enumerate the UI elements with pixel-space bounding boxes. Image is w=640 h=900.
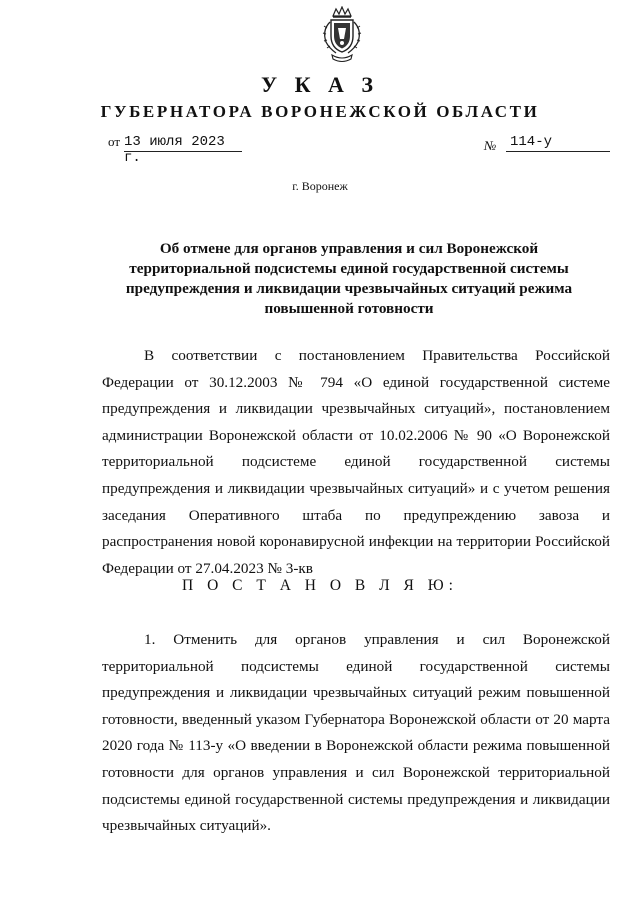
- date-prefix: от: [108, 134, 121, 149]
- date-field: [124, 134, 242, 166]
- document-type-title: У К А З: [260, 72, 380, 97]
- preamble-paragraph: В соответствии с постановлением Правительства Российской Федерации от 30.12.2003 № 794 «О единой государственной системе предупреждения и ликвидации чрезвычайных ситуаций», постановлением администрации Воронежской области от 10.02.2006 № 90 «О Воронежской территориальной подсистеме единой государственной системы предупреждения и ликвидации чрезвычайных ситуаций» и с учетом решения заседания Оперативного штаба по предупреждению завоза и распространения новой коронавирусной инфекции на территории Российской Федерации от 27.04.2023 № 3-кв: [102, 347, 610, 577]
- clause-1: 1. Отменить для органов управления и сил Воронежской территориальной подсистемы единой государственной системы предупреждения и ликвидации чрезвычайных ситуаций режим повышенной готовности, введенный указом Губернатора Воронежской области от 20 марта 2020 года № 113-у «О введении в Воронежской области режима повышенной готовности для органов управления и сил Воронежской территориальной подсистемы единой государственной системы предупреждения и ликвидации чрезвычайных ситуаций».: [102, 631, 610, 835]
- issuer-title: ГУБЕРНАТОРА ВОРОНЕЖСКОЙ ОБЛАСТИ: [100, 102, 540, 121]
- document-title: Об отмене для органов управления и сил Воронежской территориальной подсистемы единой государственной системы предупреждения и ликвидации чрезвычайных ситуаций режима повышенной готовности: [125, 240, 573, 317]
- number-value: 114-у: [510, 134, 553, 150]
- number-prefix: №: [484, 138, 497, 153]
- date-value: 13 июля 2023 г.: [124, 134, 225, 166]
- number-field: [506, 134, 610, 152]
- decree-word: П О С Т А Н О В Л Я Ю:: [182, 577, 458, 594]
- city: г. Воронеж: [292, 179, 348, 193]
- coat-of-arms-icon: [318, 6, 366, 66]
